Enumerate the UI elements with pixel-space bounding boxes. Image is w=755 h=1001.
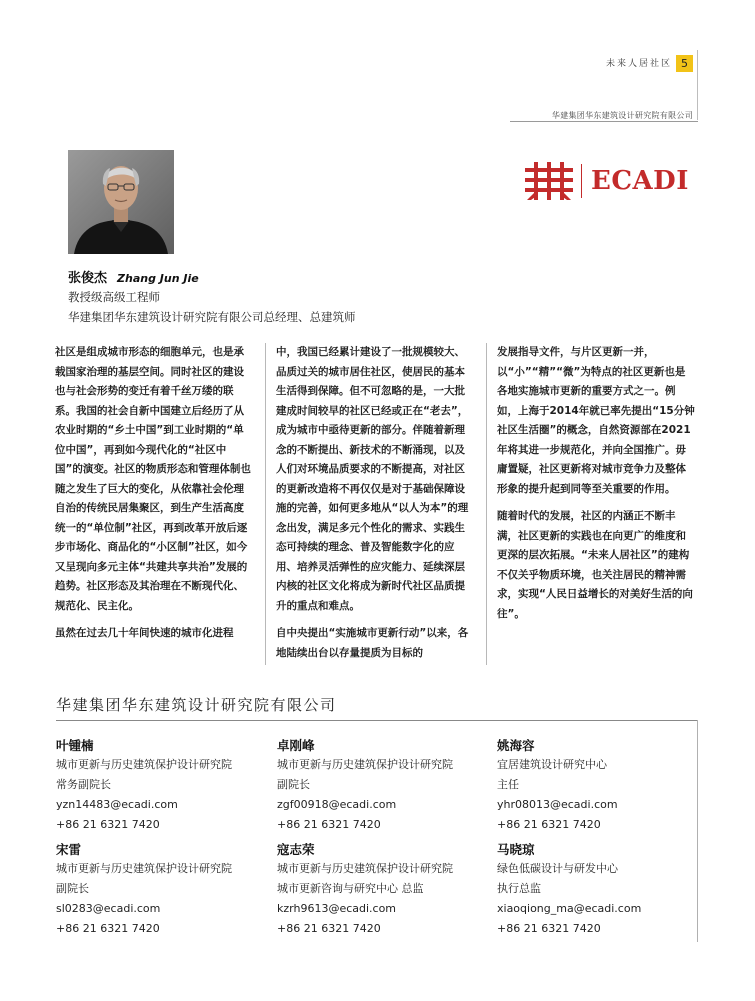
contact-name: 寇志荣 xyxy=(277,842,315,857)
logo-wordmark: ECADI xyxy=(591,166,689,196)
contact-name: 宋雷 xyxy=(56,842,82,857)
contact-card xyxy=(497,841,712,939)
contact-phone: +86 21 6321 7420 xyxy=(56,818,160,831)
contact-email[interactable]: yzn14483@ecadi.com xyxy=(56,798,178,811)
contact-name: 马晓琼 xyxy=(497,842,535,857)
header-section-title: 未来人居社区 xyxy=(605,59,672,69)
company-heading: 华建集团华东建筑设计研究院有限公司 xyxy=(56,696,337,714)
header-company: 华建集团华东建筑设计研究院有限公司 xyxy=(551,111,693,120)
contact-dept: 宜居建筑设计研究中心 xyxy=(497,758,607,771)
contact-email[interactable]: sl0283@ecadi.com xyxy=(56,902,161,915)
contact-phone: +86 21 6321 7420 xyxy=(497,818,601,831)
contact-phone: +86 21 6321 7420 xyxy=(497,922,601,935)
contact-dept: 城市更新与历史建筑保护设计研究院 xyxy=(277,862,453,875)
contact-email[interactable]: xiaoqiong_ma@ecadi.com xyxy=(497,902,642,915)
person-name xyxy=(68,267,199,286)
contact-role: 副院长 xyxy=(277,778,310,791)
contact-dept: 城市更新与历史建筑保护设计研究院 xyxy=(56,758,232,771)
contact-email[interactable]: kzrh9613@ecadi.com xyxy=(277,902,397,915)
contact-dept: 城市更新与历史建筑保护设计研究院 xyxy=(56,862,232,875)
contact-dept: 城市更新与历史建筑保护设计研究院 xyxy=(277,758,453,771)
contact-name: 姚海容 xyxy=(497,738,535,753)
person-title: 教授级高级工程师 xyxy=(68,290,160,304)
article-paragraph: 社区是组成城市形态的细胞单元，也是承载国家治理的基层空间。同时社区的建设也与社会形势的变迁有着千丝万缕的联系。我国的社会自新中国建立后经历了从农业时期的“乡土中国”到工业时期的“单位中国”，再到如今现代化的“社区中国”的演变。社区的物质形态和管理体制也随之发生了巨大的变化，从依靠社会伦理自治的传统民居集聚区，到生产生活高度统一的“单位制”社区，再到改革开放后逐步市场化、商品化的“小区制”社区，如今又呈现向多元主体“共建共享共治”发展的趋势。社区形态及其治理在不断现代化、规范化、民主化。 xyxy=(55,346,251,612)
contact-email[interactable]: yhr08013@ecadi.com xyxy=(497,798,618,811)
logo-separator xyxy=(581,164,582,198)
article-paragraph: 中，我国已经累计建设了一批规模较大、品质过关的城市居住社区，使居民的基本生活得到保障。但不可忽略的是，一大批建成时间较早的社区已经或正在“老去”，成为城市中亟待更新的部分。伴随着新理念的不断提出、新技术的不断涌现，以及人们对环境品质要求的不断提高，对社区的更新改造将不再仅仅是对于基础保障设施的完善，如何更多地从“以人为本”的理念出发，满足多元个性化的需求、实践生态可持续的理念、普及智能数字化的应用、培养灵活弹性的应灾能力、延续深层内核的社区文化将成为新时代社区品质提升的重点和难点。 xyxy=(276,346,469,612)
contact-card xyxy=(497,737,712,835)
contact-card xyxy=(277,737,492,835)
column-divider xyxy=(486,343,487,665)
contact-dept: 绿色低碳设计与研发中心 xyxy=(497,862,618,875)
page-number: 5 xyxy=(676,55,693,72)
article-paragraph: 自中央提出“实施城市更新行动”以来，各地陆续出台以存量提质为目标的 xyxy=(276,627,469,659)
company-rule xyxy=(56,720,698,721)
contact-card xyxy=(56,737,271,835)
contact-phone: +86 21 6321 7420 xyxy=(277,818,381,831)
contact-name: 叶锺楠 xyxy=(56,738,94,753)
contact-email[interactable]: zgf00918@ecadi.com xyxy=(277,798,397,811)
contact-role: 执行总监 xyxy=(497,882,541,895)
contact-phone: +86 21 6321 7420 xyxy=(56,922,160,935)
header-rule xyxy=(510,121,698,122)
contact-role: 主任 xyxy=(497,778,519,791)
contact-card xyxy=(277,841,492,939)
article-paragraph: 随着时代的发展，社区的内涵正不断丰满，社区更新的实践也在向更广的维度和更深的层次拓展。“未来人居社区”的建构不仅关乎物质环境，也关注居民的精神需求，实现“人民日益增长的对美好生活的向往”。 xyxy=(497,510,693,620)
ecadi-logo-mark-icon xyxy=(525,162,573,200)
person-name-cn: 张俊杰 xyxy=(68,271,108,286)
article-column-3 xyxy=(497,343,695,632)
article-column-2 xyxy=(276,343,474,671)
article-paragraph: 发展指导文件，与片区更新一并，以“小”“精”“微”为特点的社区更新也是各地实施城市更新的重要方式之一。例如，上海于2014年就已率先提出“15分钟社区生活圈”的概念，自然资源部在2021年将其进一步规范化，并向全国推广。毋庸置疑，社区更新将对城市竞争力及整体形象的提升起到同等至关重要的作用。 xyxy=(497,346,695,495)
portrait-photo xyxy=(68,150,174,254)
contact-role: 副院长 xyxy=(56,882,89,895)
contact-name: 卓刚峰 xyxy=(277,738,315,753)
portrait-illustration xyxy=(68,150,174,254)
article-paragraph: 虽然在过去几十年间快速的城市化进程 xyxy=(55,627,234,639)
header-divider xyxy=(697,50,698,120)
article-column-1 xyxy=(55,343,253,652)
contact-role: 常务副院长 xyxy=(56,778,111,791)
contact-card xyxy=(56,841,271,939)
contact-role: 城市更新咨询与研究中心 总监 xyxy=(277,882,424,895)
person-name-en: Zhang Jun Jie xyxy=(117,272,199,285)
ecadi-logo xyxy=(525,162,689,200)
column-divider xyxy=(265,343,266,665)
contact-phone: +86 21 6321 7420 xyxy=(277,922,381,935)
person-org: 华建集团华东建筑设计研究院有限公司总经理、总建筑师 xyxy=(68,310,356,324)
